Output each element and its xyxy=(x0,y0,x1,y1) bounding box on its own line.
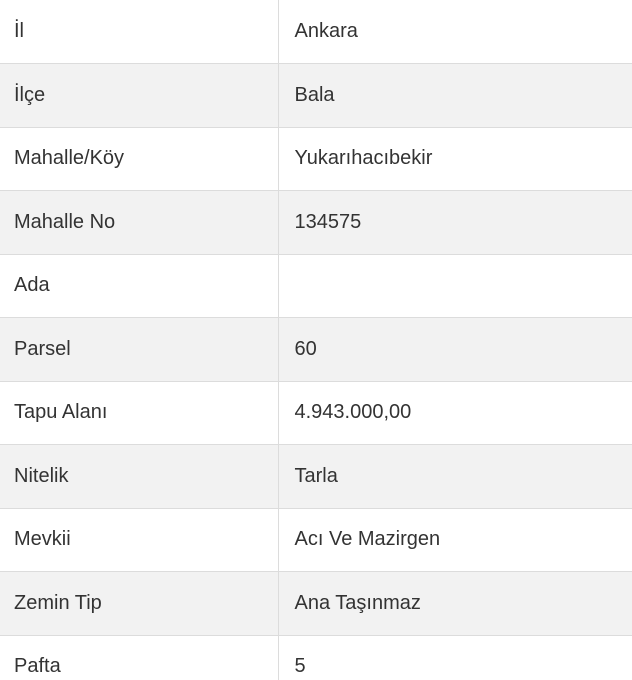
row-value-mahalle-no: 134575 xyxy=(278,191,632,255)
row-value-ada xyxy=(278,254,632,318)
row-value-mahalle-koy: Yukarıhacıbekir xyxy=(278,127,632,191)
row-label-mevkii: Mevkii xyxy=(0,508,278,572)
table-row xyxy=(0,572,632,636)
table-row xyxy=(0,127,632,191)
table-row xyxy=(0,0,632,64)
row-label-parsel: Parsel xyxy=(0,318,278,382)
row-label-il: İl xyxy=(0,0,278,64)
row-label-zemin-tip: Zemin Tip xyxy=(0,572,278,636)
row-label-ada: Ada xyxy=(0,254,278,318)
row-value-zemin-tip: Ana Taşınmaz xyxy=(278,572,632,636)
row-value-pafta: 5 xyxy=(278,635,632,680)
row-value-mevkii: Acı Ve Mazirgen xyxy=(278,508,632,572)
table-row xyxy=(0,254,632,318)
table-row xyxy=(0,318,632,382)
row-label-mahalle-no: Mahalle No xyxy=(0,191,278,255)
table-row xyxy=(0,508,632,572)
row-label-ilce: İlçe xyxy=(0,64,278,128)
table-row xyxy=(0,381,632,445)
row-value-nitelik: Tarla xyxy=(278,445,632,509)
row-label-pafta: Pafta xyxy=(0,635,278,680)
row-value-ilce: Bala xyxy=(278,64,632,128)
table-row xyxy=(0,635,632,680)
row-value-parsel: 60 xyxy=(278,318,632,382)
table-row xyxy=(0,445,632,509)
row-label-mahalle-koy: Mahalle/Köy xyxy=(0,127,278,191)
table-row xyxy=(0,64,632,128)
table-row xyxy=(0,191,632,255)
row-label-nitelik: Nitelik xyxy=(0,445,278,509)
row-value-il: Ankara xyxy=(278,0,632,64)
row-value-tapu-alani: 4.943.000,00 xyxy=(278,381,632,445)
row-label-tapu-alani: Tapu Alanı xyxy=(0,381,278,445)
